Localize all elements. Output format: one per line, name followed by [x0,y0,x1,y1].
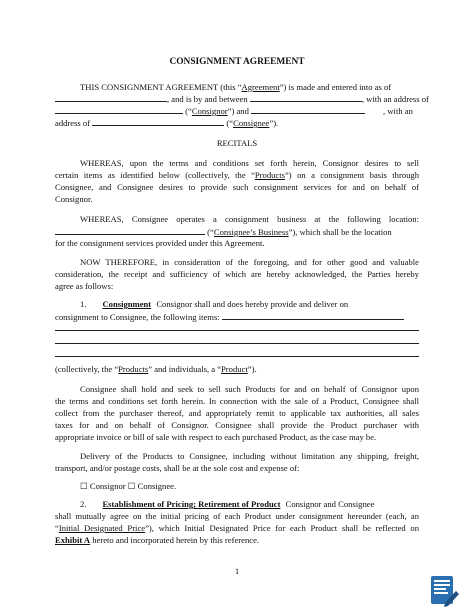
whereas1-line-1: WHEREAS, upon the terms and conditions set forth herein, Consignor desires to sell [80,158,419,168]
intro-line-4 [55,117,278,129]
section1-text: ” and individuals, a “ [148,364,222,374]
intro-text: (“ [226,118,234,128]
section2-line-2: shall mutually agree on the initial pricing of each Product under consignment hereunder (each, an [55,511,419,521]
section1-text: (collectively, the “ [55,364,119,374]
intro-text: ”) and [227,106,249,116]
defined-term-product: Product [221,364,248,374]
intro-text: , with an [383,106,413,116]
whereas1-line-2 [55,170,419,181]
section2-line-4 [55,535,259,546]
consignor-name-blank[interactable] [250,93,362,102]
section2-text: Consignor and Consignee [285,499,375,509]
section1-text: consignment to Consignee, the following items: [55,312,220,322]
whereas2-line-2 [55,226,392,238]
intro-text: , with an address of [361,94,429,104]
intro-text: address of [55,118,91,128]
items-line-2[interactable] [55,343,419,344]
business-location-blank[interactable] [55,226,205,235]
whereas1-line-4: Consignor. [55,194,93,204]
consignee-address-blank[interactable] [92,117,224,126]
intro-line-2 [55,93,429,105]
defined-term-consignor: Consignor [191,106,228,116]
section1-text: Consignor shall and does hereby provide and deliver on [156,299,349,309]
consignor-address-blank[interactable] [55,105,183,114]
section1-number: 1. [80,299,87,309]
defined-term-agreement: Agreement [241,82,280,92]
whereas2-text: ”), which shall be the location [288,227,392,237]
section1-line-1 [80,299,348,310]
intro-text: , and is by and between [167,94,248,104]
consignee-para-line-3: collect from the purchaser thereof, and appropriately remit to applicable tax authorities, all sales [55,408,419,418]
consignee-para-line-1: Consignee shall hold and seek to sell such Products for and on behalf of Consignor upon [80,384,419,394]
whereas1-text: certain items as identified below (collectively, the “ [55,170,255,180]
section1-heading: Consignment [102,299,152,309]
section1-after-line [55,364,257,375]
intro-text: THIS CONSIGNMENT AGREEMENT (this “ [80,82,242,92]
defined-term-initial-designated-price: Initial Designated Price [58,523,146,533]
exhibit-a-reference: Exhibit A [55,535,91,545]
items-line-1[interactable] [55,330,419,331]
section2-text: “ [55,523,59,533]
section1-line-2 [55,311,404,323]
document-title: CONSIGNMENT AGREEMENT [169,57,305,67]
section2-text: hereto and incorporated herein by this reference. [90,535,260,545]
page-number: 1 [234,566,240,576]
now-therefore-line-1: NOW THEREFORE, in consideration of the foregoing, and for other good and valuable [80,257,419,267]
cost-checkboxes[interactable]: ☐ Consignor ☐ Consignee. [80,481,177,491]
section2-heading: Establishment of Pricing; Retirement of Product [102,499,281,509]
items-blank[interactable] [222,311,404,320]
section2-text: ”), which Initial Designated Price for each Product shall be reflected on [145,523,419,533]
whereas1-text: ”) on a consignment basis through [284,170,419,180]
whereas2-text: (“ [207,227,214,237]
items-line-3[interactable] [55,356,419,357]
delivery-para-line-2: transport, and/or postage costs, shall be at the sole cost and expense of: [55,463,300,473]
consignee-name-blank[interactable] [251,105,365,114]
section2-number: 2. [80,499,87,509]
document-logo-icon [425,573,461,609]
consignee-para-line-2: the terms and conditions set forth herein. In connection with the sale of a Product, Consignee shall [55,396,419,406]
consignee-para-line-5: appropriate invoice or bill of sale with respect to each purchased Product, as the case may be. [55,432,377,442]
section2-line-1 [80,499,374,510]
consignee-para-line-4: taxes for and on behalf of Consignor. Consignee shall provide the Product purchaser with [55,420,419,430]
intro-text: (“ [185,106,192,116]
defined-term-products: Products [118,364,149,374]
intro-text: ”) is made and entered into as of [279,82,392,92]
delivery-para-line-1: Delivery of the Products to Consignee, including without limitation any shipping, freight, [80,451,419,461]
whereas2-line-3: for the consignment services provided under this Agreement. [55,238,265,248]
section1-text: ”). [247,364,257,374]
now-therefore-line-3: agree as follows: [55,281,114,291]
whereas2-line-1: WHEREAS, Consignee operates a consignment business at the following location: [80,214,419,224]
intro-line-1 [80,82,391,93]
defined-term-consignee: Consignee [233,118,270,128]
recitals-heading: RECITALS [216,138,258,148]
section2-line-3 [55,523,419,534]
intro-line-3 [55,105,413,117]
defined-term-consignee-business: Consignee’s Business [213,227,289,237]
intro-text: ”). [269,118,279,128]
date-blank[interactable] [55,93,167,102]
defined-term-products: Products [254,170,285,180]
now-therefore-line-2: consideration, the receipt and sufficiency of which are hereby acknowledged, the Parties hereby [55,269,419,279]
whereas1-line-3: Consignee, and Consignee desires to provide such consignment services for and on behalf of [55,182,419,192]
